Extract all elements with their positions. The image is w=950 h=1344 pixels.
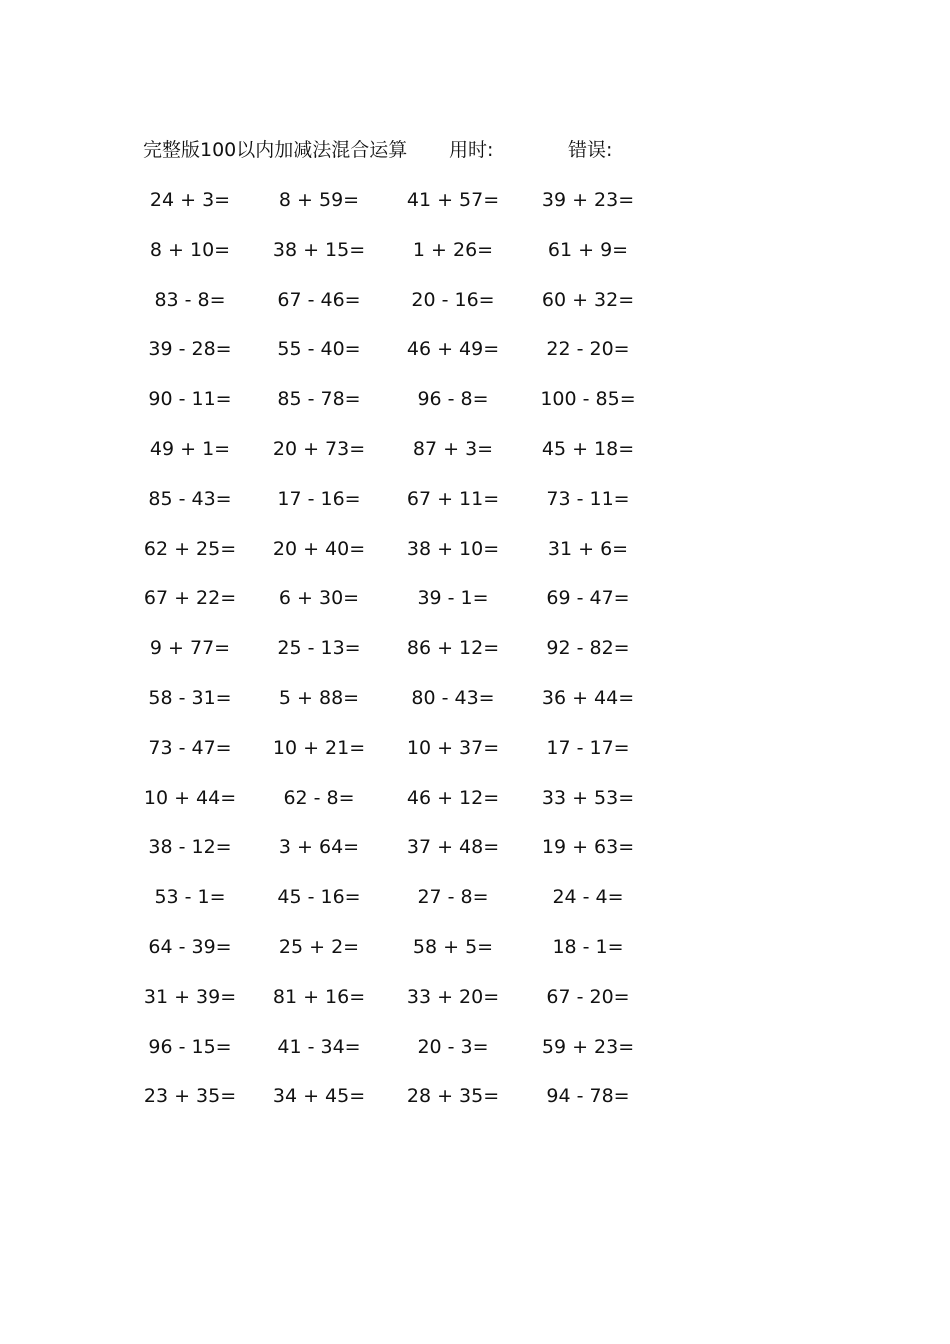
problem-item: 83 - 8= (154, 288, 226, 311)
problem-row (0, 583, 950, 633)
problem-item: 85 - 78= (277, 388, 361, 411)
problem-row (0, 534, 950, 584)
problem-item: 45 - 16= (277, 886, 361, 909)
problem-item: 80 - 43= (411, 686, 495, 709)
problem-item: 38 + 15= (272, 238, 366, 261)
problem-item: 10 + 37= (406, 736, 500, 759)
problem-item: 22 - 20= (546, 338, 630, 361)
problem-row (0, 832, 950, 882)
problem-item: 67 + 22= (143, 587, 237, 610)
problem-item: 3 + 64= (278, 836, 360, 859)
problem-item: 37 + 48= (406, 836, 500, 859)
problem-item: 96 - 8= (417, 388, 489, 411)
problem-item: 69 - 47= (546, 587, 630, 610)
problem-item: 6 + 30= (278, 587, 360, 610)
problem-row (0, 384, 950, 434)
problem-row (0, 484, 950, 534)
problem-item: 20 - 3= (417, 1035, 489, 1058)
problem-row (0, 683, 950, 733)
problem-row (0, 1032, 950, 1082)
problem-item: 19 + 63= (541, 836, 635, 859)
problem-item: 53 - 1= (154, 886, 226, 909)
problem-item: 41 - 34= (277, 1035, 361, 1058)
problem-item: 85 - 43= (148, 487, 232, 510)
problem-row (0, 285, 950, 335)
problem-item: 92 - 82= (546, 637, 630, 660)
problem-item: 9 + 77= (149, 637, 231, 660)
problem-item: 34 + 45= (272, 1085, 366, 1108)
problem-row (0, 235, 950, 285)
problem-item: 61 + 9= (547, 238, 629, 261)
problem-item: 96 - 15= (148, 1035, 232, 1058)
problem-item: 58 - 31= (148, 686, 232, 709)
problem-item: 18 - 1= (552, 935, 624, 958)
problem-item: 46 + 12= (406, 786, 500, 809)
problem-row (0, 334, 950, 384)
problem-item: 59 + 23= (541, 1035, 635, 1058)
problem-item: 10 + 44= (143, 786, 237, 809)
problem-item: 20 + 40= (272, 537, 366, 560)
problem-row (0, 434, 950, 484)
problem-row (0, 982, 950, 1032)
problem-item: 41 + 57= (406, 189, 500, 211)
problem-item: 55 - 40= (277, 338, 361, 361)
problem-item: 38 - 12= (148, 836, 232, 859)
problem-item: 10 + 21= (272, 736, 366, 759)
problem-item: 24 + 3= (149, 189, 231, 211)
problem-item: 86 + 12= (406, 637, 500, 660)
problem-item: 17 - 16= (277, 487, 361, 510)
problem-row (0, 882, 950, 932)
problem-row (0, 783, 950, 833)
problem-item: 67 - 20= (546, 985, 630, 1008)
problem-item: 64 - 39= (148, 935, 232, 958)
problem-row (0, 1081, 950, 1131)
problem-item: 25 + 2= (278, 935, 360, 958)
problem-item: 25 - 13= (277, 637, 361, 660)
problem-row (0, 733, 950, 783)
problem-item: 45 + 18= (541, 437, 635, 460)
problem-item: 20 - 16= (411, 288, 495, 311)
problem-item: 100 - 85= (540, 388, 636, 411)
problem-item: 20 + 73= (272, 437, 366, 460)
problem-item: 87 + 3= (412, 437, 494, 460)
problem-item: 31 + 6= (547, 537, 629, 560)
problem-row (0, 633, 950, 683)
problem-item: 62 + 25= (143, 537, 237, 560)
worksheet-title: 完整版100以内加减法混合运算 (143, 139, 408, 161)
problem-item: 17 - 17= (546, 736, 630, 759)
problem-item: 73 - 11= (546, 487, 630, 510)
problem-item: 27 - 8= (417, 886, 489, 909)
problem-item: 94 - 78= (546, 1085, 630, 1108)
problem-item: 23 + 35= (143, 1085, 237, 1108)
problem-item: 67 + 11= (406, 487, 500, 510)
problem-item: 39 + 23= (541, 189, 635, 211)
problem-item: 60 + 32= (541, 288, 635, 311)
problem-item: 81 + 16= (272, 985, 366, 1008)
problem-item: 39 - 1= (417, 587, 489, 610)
problem-item: 49 + 1= (149, 437, 231, 460)
problem-item: 31 + 39= (143, 985, 237, 1008)
problem-item: 67 - 46= (277, 288, 361, 311)
problem-item: 46 + 49= (406, 338, 500, 361)
problem-item: 5 + 88= (278, 686, 360, 709)
problem-item: 33 + 53= (541, 786, 635, 809)
problem-item: 33 + 20= (406, 985, 500, 1008)
problem-row (0, 932, 950, 982)
problem-item: 24 - 4= (552, 886, 624, 909)
problem-item: 62 - 8= (283, 786, 355, 809)
problem-item: 36 + 44= (541, 686, 635, 709)
problem-row (0, 185, 950, 235)
problem-item: 73 - 47= (148, 736, 232, 759)
problem-grid (0, 185, 950, 1131)
problem-item: 90 - 11= (148, 388, 232, 411)
problem-item: 8 + 10= (149, 238, 231, 261)
errors-label: 错误: (568, 139, 613, 161)
problem-item: 58 + 5= (412, 935, 494, 958)
problem-item: 28 + 35= (406, 1085, 500, 1108)
problem-item: 1 + 26= (412, 238, 494, 261)
time-label: 用时: (449, 139, 494, 161)
problem-item: 8 + 59= (278, 189, 360, 211)
problem-item: 39 - 28= (148, 338, 232, 361)
problem-item: 38 + 10= (406, 537, 500, 560)
